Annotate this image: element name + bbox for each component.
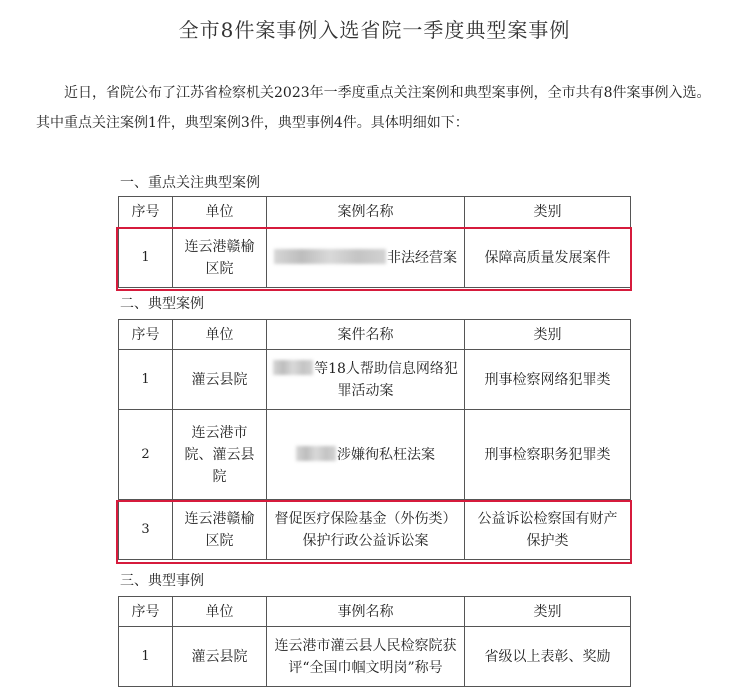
- key-cases-table: [118, 196, 631, 288]
- row-name: 督促医疗保险基金（外伤类）保护行政公益诉讼案: [267, 500, 465, 560]
- row-unit: 连云港赣榆区院: [173, 228, 267, 288]
- row-unit: 灌云县院: [173, 627, 267, 687]
- row-name: 等18人帮助信息网络犯罪活动案: [314, 360, 458, 399]
- table-header-row: [119, 597, 631, 627]
- row-unit: 灌云县院: [173, 350, 267, 410]
- header-no: 序号: [119, 197, 173, 228]
- row-no: 1: [119, 350, 173, 410]
- row-category: 刑事检察网络犯罪类: [465, 350, 631, 410]
- intro-paragraph: 近日，省院公布了江苏省检察机关2023年一季度重点关注案例和典型案事例，全市共有8件案事例入选。其中重点关注案例1件，典型案例3件，典型事例4件。具体明细如下：: [36, 85, 711, 131]
- row-name: 连云港市灌云县人民检察院获评“全国巾帼文明岗”称号: [267, 627, 465, 687]
- header-no: 序号: [119, 320, 173, 350]
- row-name: 非法经营案: [387, 249, 457, 266]
- header-category: 类别: [465, 197, 631, 228]
- table-header-row: [119, 197, 631, 228]
- table-row: [119, 350, 631, 410]
- row-category: 省级以上表彰、奖励: [465, 627, 631, 687]
- header-name: 案件名称: [267, 320, 465, 350]
- header-unit: 单位: [173, 597, 267, 627]
- row-category: 保障高质量发展案件: [465, 228, 631, 288]
- row-unit: 连云港赣榆区院: [173, 500, 267, 560]
- row-category: 刑事检察职务犯罪类: [465, 410, 631, 500]
- table-row: [119, 500, 631, 560]
- table-row: [119, 228, 631, 288]
- header-unit: 单位: [173, 320, 267, 350]
- row-unit: 连云港市院、灌云县院: [173, 410, 267, 500]
- row-name-cell: [267, 350, 465, 410]
- row-no: 2: [119, 410, 173, 500]
- typical-cases-table: [118, 319, 631, 560]
- row-no: 1: [119, 228, 173, 288]
- redacted-name: [274, 249, 386, 264]
- row-no: 3: [119, 500, 173, 560]
- header-category: 类别: [465, 597, 631, 627]
- row-category: 公益诉讼检察国有财产保护类: [465, 500, 631, 560]
- section2-heading: 二、典型案例: [120, 296, 204, 312]
- header-category: 类别: [465, 320, 631, 350]
- redacted-name: [296, 446, 336, 461]
- header-no: 序号: [119, 597, 173, 627]
- header-name: 事例名称: [267, 597, 465, 627]
- table-row: [119, 410, 631, 500]
- row-no: 1: [119, 627, 173, 687]
- header-unit: 单位: [173, 197, 267, 228]
- table-header-row: [119, 320, 631, 350]
- row-name: 涉嫌徇私枉法案: [337, 446, 435, 463]
- header-name: 案例名称: [267, 197, 465, 228]
- document-title: 全市8件案事例入选省院一季度典型案事例: [178, 18, 571, 42]
- typical-events-table: [118, 596, 631, 687]
- row-name-cell: [267, 228, 465, 288]
- redacted-name: [273, 360, 313, 375]
- row-name-cell: [267, 410, 465, 500]
- table-row: [119, 627, 631, 687]
- section3-heading: 三、典型事例: [120, 573, 204, 589]
- section1-heading: 一、重点关注典型案例: [120, 175, 260, 191]
